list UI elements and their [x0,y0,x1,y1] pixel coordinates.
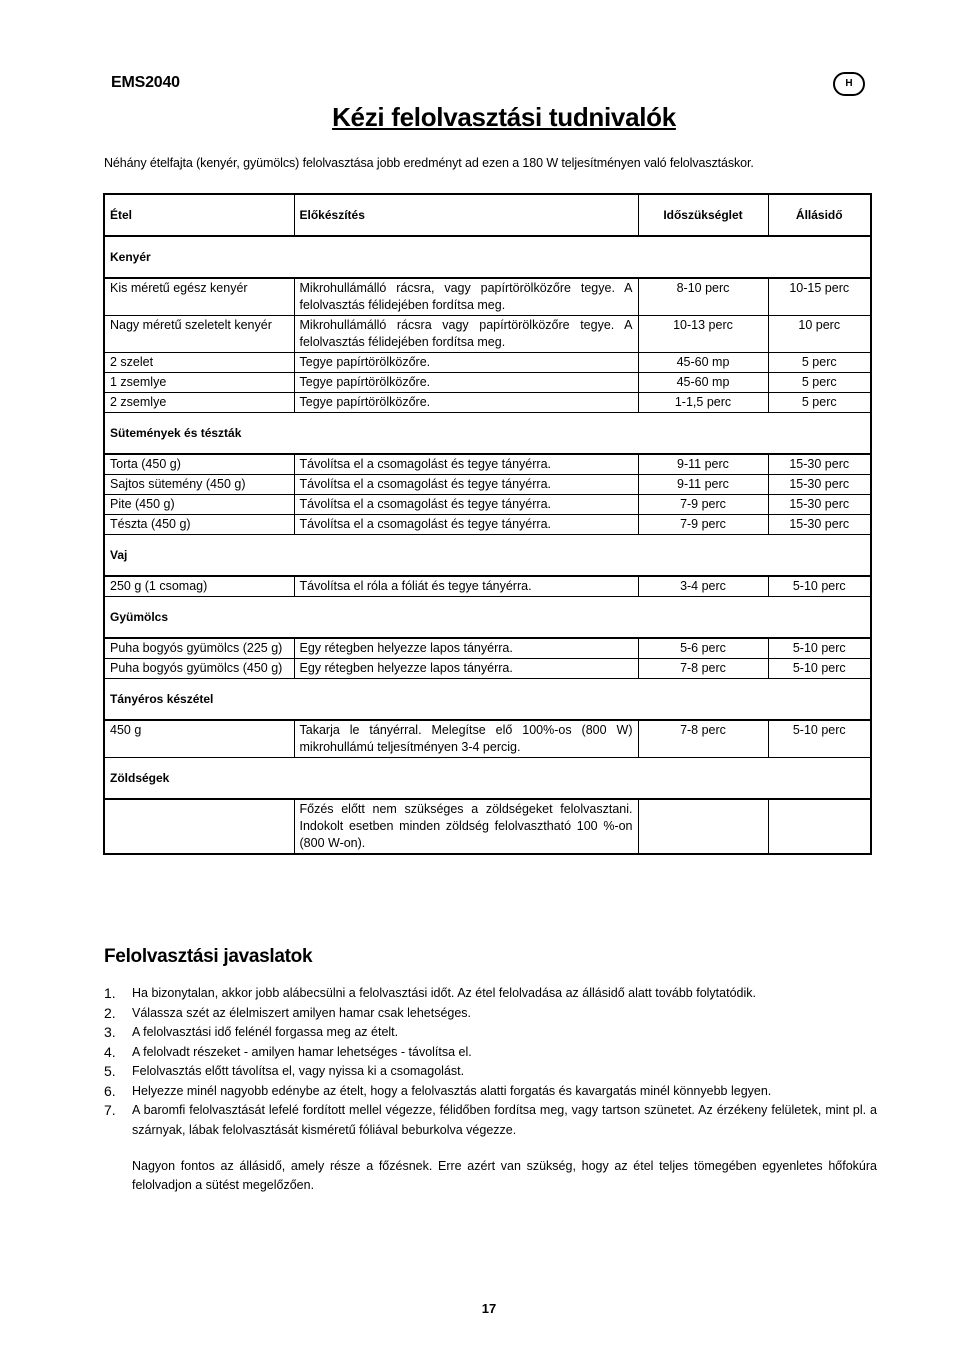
cell-preparation: Tegye papírtörölközőre. [294,393,638,413]
tip-item [104,1023,877,1043]
table-row [104,454,871,475]
table-row [104,353,871,373]
tip-text: Helyezze minél nagyobb edénybe az ételt, hogy a felolvasztás alatti forgatás és kavargatás minél könnyebb legyen. [132,1083,772,1098]
page-title: Kézi felolvasztási tudnivalók [332,102,676,132]
tip-text: Válassza szét az élelmiszert amilyen hamar csak lehetséges. [132,1005,472,1020]
cell-standing-time: 10 perc [768,316,871,353]
tip-item [104,1101,877,1140]
cell-standing-time: 15-30 perc [768,475,871,495]
tips-list [104,984,877,1140]
cell-standing-time: 15-30 perc [768,515,871,535]
cell-food: Nagy méretű szeletelt kenyér [104,316,294,353]
tip-number: 1. [104,985,116,1001]
cell-food [104,799,294,854]
table-group-label: Tányéros készétel [104,679,871,721]
cell-preparation: Főzés előtt nem szükséges a zöldségeket felolvasztani. Indokolt esetben minden zöldség felolvasztható 100 %-on (800 W-on). [294,799,638,854]
tip-number: 2. [104,1004,116,1021]
cell-standing-time: 15-30 perc [768,495,871,515]
cell-time: 1-1,5 perc [638,393,768,413]
cell-preparation: Mikrohullámálló rácsra, vagy papírtörölközőre tegye. A felolvasztás félidejében fordítsa meg. [294,278,638,316]
table-row [104,799,871,854]
cell-standing-time: 10-15 perc [768,278,871,316]
table-row [104,278,871,316]
table-row [104,659,871,679]
cell-food: 450 g [104,720,294,758]
tip-text: Ha bizonytalan, akkor jobb alábecsülni a felolvasztási időt. Az étel felolvadása az állásidő alatt tovább folytatódik. [132,986,756,1000]
cell-time: 8-10 perc [638,278,768,316]
tip-item [104,1004,877,1024]
table-group-label: Vaj [104,535,871,577]
tip-item [104,1043,877,1063]
cell-standing-time: 5-10 perc [768,576,871,597]
table-group-row [104,679,871,721]
cell-time: 7-9 perc [638,515,768,535]
table-group-row [104,758,871,800]
column-header-standing-time: Állásidő [768,194,871,236]
table-group-row [104,597,871,639]
cell-standing-time: 5 perc [768,393,871,413]
table-row [104,638,871,659]
cell-preparation: Tegye papírtörölközőre. [294,373,638,393]
cell-food: Sajtos sütemény (450 g) [104,475,294,495]
cell-preparation: Mikrohullámálló rácsra vagy papírtörölközőre tegye. A felolvasztás félidejében fordítsa meg. [294,316,638,353]
cell-time: 7-8 perc [638,659,768,679]
table-group-row [104,535,871,577]
cell-time: 7-9 perc [638,495,768,515]
tip-number: 7. [104,1102,116,1118]
column-header-time: Időszükséglet [638,194,768,236]
cell-standing-time [768,799,871,854]
tip-number: 5. [104,1063,116,1079]
cell-standing-time: 5 perc [768,373,871,393]
table-row [104,576,871,597]
cell-time: 7-8 perc [638,720,768,758]
tip-number: 6. [104,1082,116,1099]
table-row [104,316,871,353]
cell-time: 9-11 perc [638,454,768,475]
cell-food: Torta (450 g) [104,454,294,475]
table-group-row [104,413,871,455]
cell-food: 1 zsemlye [104,373,294,393]
tip-number: 4. [104,1043,116,1060]
tip-text: Felolvasztás előtt távolítsa el, vagy nyissa ki a csomagolást. [132,1064,465,1078]
table-body [104,236,871,854]
cell-preparation: Egy rétegben helyezze lapos tányérra. [294,638,638,659]
cell-preparation: Tegye papírtörölközőre. [294,353,638,373]
cell-standing-time: 5-10 perc [768,720,871,758]
table-row [104,495,871,515]
table-row [104,393,871,413]
cell-food: Puha bogyós gyümölcs (225 g) [104,638,294,659]
cell-standing-time: 5 perc [768,353,871,373]
tip-number: 3. [104,1024,116,1040]
table-row [104,475,871,495]
cell-preparation: Takarja le tányérral. Melegítse elő 100%-os (800 W) mikrohullámú teljesítményen 3-4 percig. [294,720,638,758]
cell-preparation: Távolítsa el a csomagolást és tegye tányérra. [294,475,638,495]
cell-food: 2 zsemlye [104,393,294,413]
cell-standing-time: 15-30 perc [768,454,871,475]
defrost-table [103,193,872,855]
cell-preparation: Távolítsa el a csomagolást és tegye tányérra. [294,454,638,475]
tip-text: A baromfi felolvasztását lefelé fordított mellel végezze, félidőben fordítsa meg, vagy tartson szünetet. Az érzékeny felületek, mint pl. a szárnyak, lábak felolvasztását kisméretű fóliával beburkolva végezze. [132,1103,877,1137]
cell-food: 2 szelet [104,353,294,373]
cell-preparation: Távolítsa el róla a fóliát és tegye tányérra. [294,576,638,597]
table-row [104,515,871,535]
cell-time: 10-13 perc [638,316,768,353]
cell-preparation: Egy rétegben helyezze lapos tányérra. [294,659,638,679]
cell-time: 3-4 perc [638,576,768,597]
cell-time: 45-60 mp [638,353,768,373]
cell-standing-time: 5-10 perc [768,638,871,659]
cell-time: 9-11 perc [638,475,768,495]
tip-text: A felolvadt részeket - amilyen hamar lehetséges - távolítsa el. [132,1044,472,1059]
tips-title: Felolvasztási javaslatok [104,946,313,967]
column-header-preparation: Előkészítés [294,194,638,236]
table-group-label: Zöldségek [104,758,871,800]
column-header-food: Étel [104,194,294,236]
tip-item [104,1062,877,1082]
cell-time: 45-60 mp [638,373,768,393]
cell-standing-time: 5-10 perc [768,659,871,679]
table-group-row [104,236,871,278]
tip-item [104,984,877,1004]
cell-time: 5-6 perc [638,638,768,659]
cell-food: Puha bogyós gyümölcs (450 g) [104,659,294,679]
cell-food: 250 g (1 csomag) [104,576,294,597]
cell-food: Kis méretű egész kenyér [104,278,294,316]
cell-food: Tészta (450 g) [104,515,294,535]
table-group-label: Kenyér [104,236,871,278]
table-group-label: Gyümölcs [104,597,871,639]
cell-food: Pite (450 g) [104,495,294,515]
table-header-row [104,194,871,236]
language-badge: H [833,72,865,96]
table-row [104,373,871,393]
table-row [104,720,871,758]
cell-preparation: Távolítsa el a csomagolást és tegye tányérra. [294,515,638,535]
cell-time [638,799,768,854]
intro-text: Néhány ételfajta (kenyér, gyümölcs) felolvasztása jobb eredményt ad ezen a 180 W teljesítményen való felolvasztáskor. [104,156,754,170]
tip-item [104,1082,877,1102]
model-number: EMS2040 [111,74,180,91]
tip-text: A felolvasztási idő felénél forgassa meg az ételt. [132,1025,399,1039]
cell-preparation: Távolítsa el a csomagolást és tegye tányérra. [294,495,638,515]
page-number: 17 [481,1301,497,1316]
table-group-label: Sütemények és tészták [104,413,871,455]
tips-note: Nagyon fontos az állásidő, amely része a főzésnek. Erre azért van szükség, hogy az étel teljes tömegében egyenletes hőfokúra felolvadjon a sütést megelőzően. [132,1159,877,1192]
